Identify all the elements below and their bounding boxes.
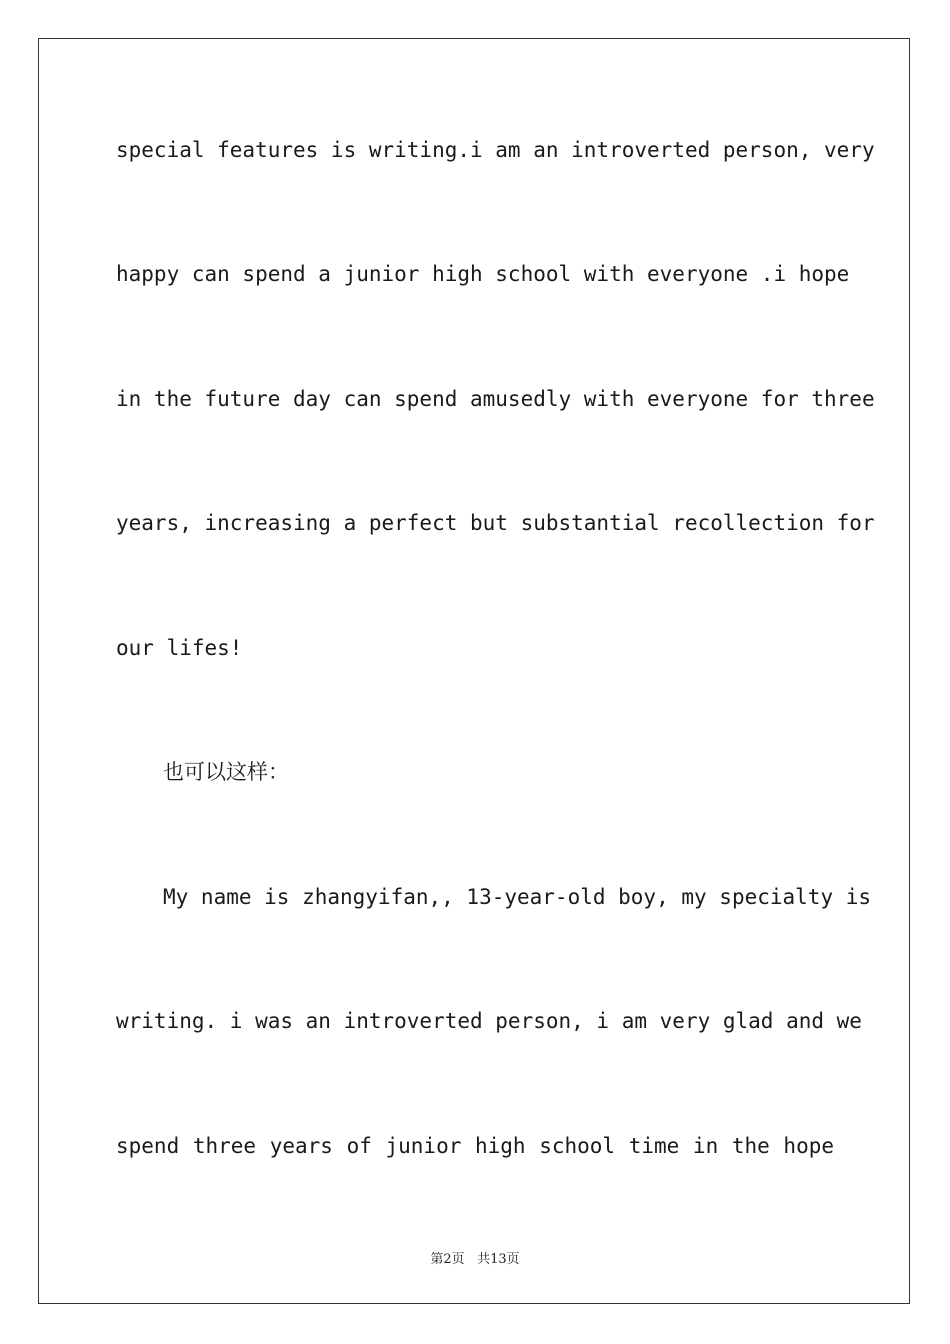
- second-paragraph-line-3: spend three years of junior high school time in the hope: [116, 1134, 834, 1158]
- page-footer: [0, 1248, 950, 1267]
- page-total: 共13页: [477, 1252, 520, 1267]
- page-border: [38, 38, 910, 1304]
- alt-heading: 也可以这样：: [163, 760, 289, 784]
- paragraph-line-4: years, increasing a perfect but substantial recollection for: [116, 511, 875, 535]
- paragraph-line-2: happy can spend a junior high school with everyone .i hope: [116, 262, 850, 286]
- second-paragraph-line-1: My name is zhangyifan,, 13-year-old boy, my specialty is: [163, 885, 872, 909]
- paragraph-line-3: in the future day can spend amusedly with everyone for three: [116, 387, 875, 411]
- second-paragraph-line-2: writing. i was an introverted person, i am very glad and we: [116, 1009, 862, 1033]
- page-number: 第2页: [430, 1252, 465, 1267]
- paragraph-line-1: special features is writing.i am an introverted person, very: [116, 138, 875, 162]
- paragraph-line-5: our lifes!: [116, 636, 243, 660]
